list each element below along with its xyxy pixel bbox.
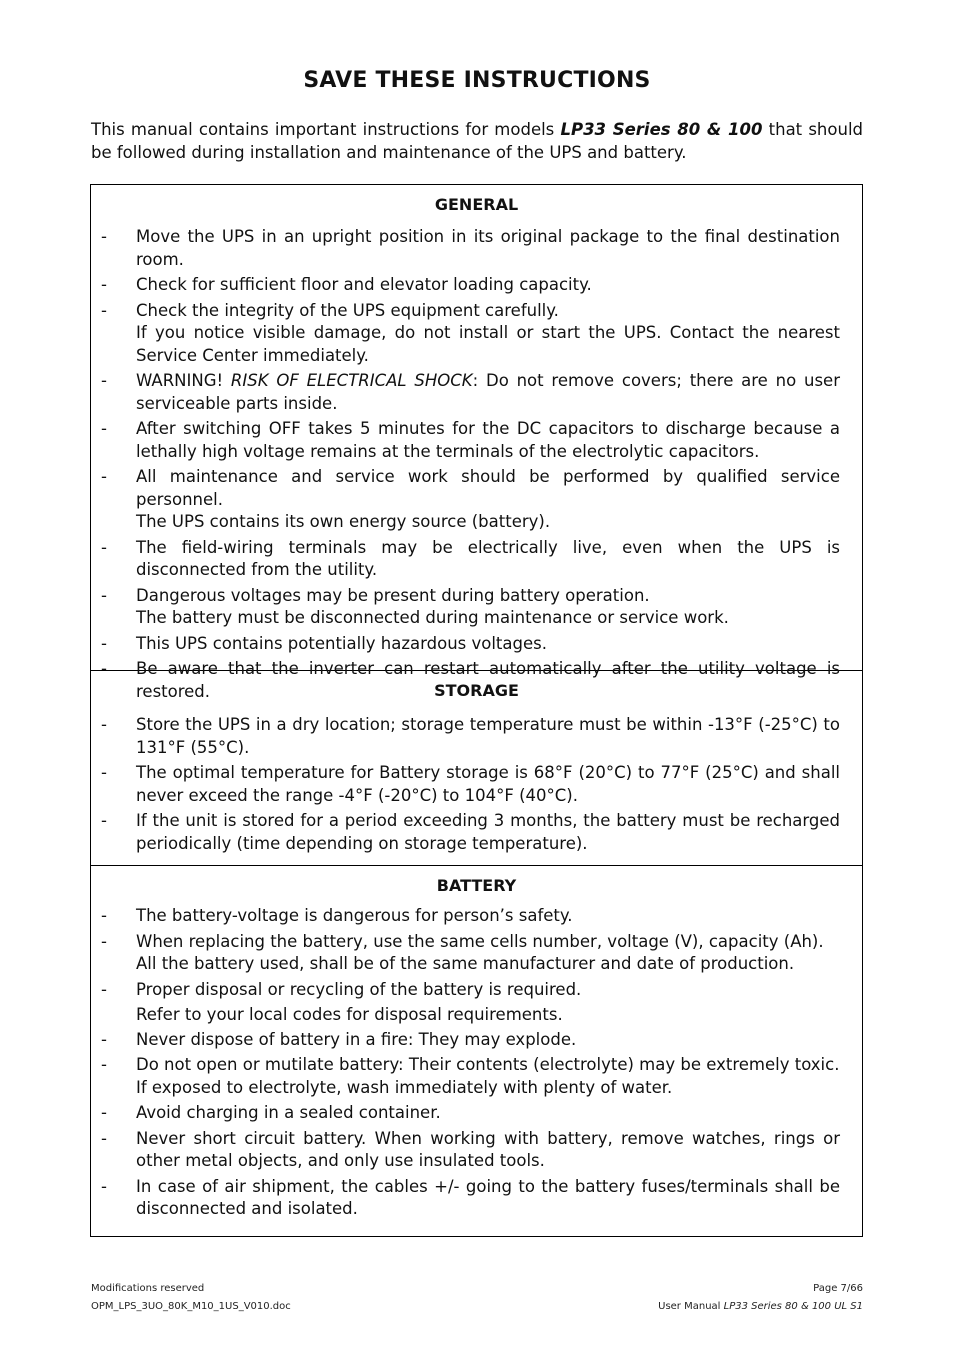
list-item: - If the unit is stored for a period exceeding 3 months, the battery must be recharged periodically (time depending on storage temperature).: [101, 811, 840, 853]
list-item: - When replacing the battery, use the same cells number, voltage (V), capacity (Ah). All the battery used, shall be of the same manufacturer and date of production.: [101, 931, 824, 973]
battery-section: [91, 866, 862, 1221]
page-title: SAVE THESE INSTRUCTIONS: [303, 68, 651, 93]
battery-heading: BATTERY: [436, 876, 517, 895]
list-item: - WARNING! RISK OF ELECTRICAL SHOCK: Do not remove covers; there are no user serviceable parts inside.: [101, 371, 840, 413]
page-footer: [91, 1283, 863, 1323]
list-item: - Do not open or mutilate battery: Their contents (electrolyte) may be extremely toxic. If exposed to electrolyte, wash immediately with plenty of water.: [101, 1055, 840, 1097]
list-item: - This UPS contains potentially hazardous voltages.: [101, 633, 547, 653]
footer-filename: OPM_LPS_3UO_80K_M10_1US_V010.doc: [91, 1301, 291, 1312]
general-heading: GENERAL: [434, 195, 519, 214]
list-item: - All maintenance and service work should be performed by qualified service personnel. The UPS contains its own energy source (battery).: [101, 467, 840, 531]
list-item: - Check for sufficient floor and elevator loading capacity.: [101, 275, 592, 294]
list-item-continuation: Refer to your local codes for disposal requirements.: [136, 1005, 563, 1024]
list-item: - Store the UPS in a dry location; storage temperature must be within -13°F (-25°C) to 131°F (55°C).: [101, 715, 840, 757]
list-item: - Dangerous voltages may be present during battery operation. The battery must be disconnected during maintenance or service work.: [101, 585, 729, 627]
footer-manual-title: User Manual LP33 Series 80 & 100 UL S1: [658, 1301, 863, 1312]
list-item: - After switching OFF takes 5 minutes for the DC capacitors to discharge because a lethally high voltage remains at the terminals of the electrolytic capacitors.: [101, 419, 840, 461]
list-item: - The battery-voltage is dangerous for person’s safety.: [101, 906, 573, 925]
storage-heading: STORAGE: [434, 681, 519, 700]
list-item: - Avoid charging in a sealed container.: [101, 1103, 441, 1122]
instructions-box: [90, 184, 863, 1237]
list-item: - Proper disposal or recycling of the battery is required.: [101, 979, 582, 999]
list-item: - Check the integrity of the UPS equipment carefully. If you notice visible damage, do not install or start the UPS. Contact the nearest Service Center immediately.: [101, 300, 840, 365]
list-item: - The optimal temperature for Battery storage is 68°F (20°C) to 77°F (25°C) and shall never exceed the range -4°F (-20°C) to 104°F (40°C).: [101, 763, 840, 805]
intro-paragraph: This manual contains important instructions for models LP33 Series 80 & 100 that should be followed during installation and maintenance of the UPS and battery.: [91, 120, 863, 162]
list-item: - In case of air shipment, the cables +/- going to the battery fuses/terminals shall be disconnected and isolated.: [101, 1176, 840, 1218]
list-item: - Be aware that the inverter can restart automatically after the utility voltage is restored.: [101, 659, 840, 701]
list-item: - The field-wiring terminals may be electrically live, even when the UPS is disconnected from the utility.: [101, 537, 840, 579]
footer-page-number: Page 7/66: [813, 1283, 863, 1294]
footer-modifications: Modifications reserved: [91, 1283, 205, 1294]
model-name: LP33 Series 80 & 100: [560, 120, 763, 139]
list-item: - Never dispose of battery in a fire: They may explode.: [101, 1029, 577, 1049]
list-item: - Move the UPS in an upright position in its original package to the final destination room.: [101, 227, 840, 269]
list-item: - Never short circuit battery. When working with battery, remove watches, rings or other metal objects, and only use insulated tools.: [101, 1128, 840, 1170]
